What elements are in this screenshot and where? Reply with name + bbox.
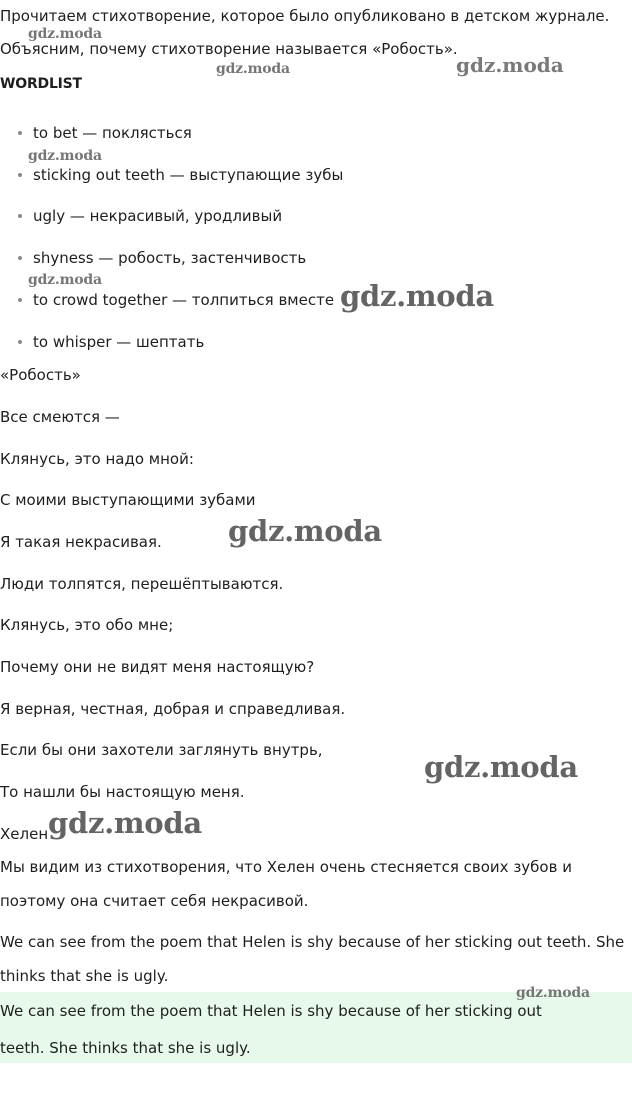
answer-highlight-block <box>0 992 632 1063</box>
poem-title: «Робость» <box>0 366 81 384</box>
watermark: gdz.moda <box>456 53 564 77</box>
watermark: gdz.moda <box>28 26 102 42</box>
bullet-icon <box>18 131 22 135</box>
poem-line: Люди толпятся, перешёптываются. <box>0 575 284 593</box>
wordlist-item-text: shyness — робость, застенчивость <box>33 249 307 267</box>
intro-line-2: Объясним, почему стихотворение называется «Робость». <box>0 40 458 58</box>
explanation-en-line-2: thinks that she is ugly. <box>0 967 169 985</box>
watermark: gdz.moda <box>228 514 382 548</box>
poem-line: С моими выступающими зубами <box>0 491 256 509</box>
poem-author: Хелен <box>0 825 49 843</box>
poem-line: Все смеются — <box>0 408 120 426</box>
intro-line-1: Прочитаем стихотворение, которое было опубликовано в детском журнале. <box>0 7 610 25</box>
poem-line: То нашли бы настоящую меня. <box>0 783 245 801</box>
watermark: gdz.moda <box>516 985 590 1001</box>
explanation-ru-line-2: поэтому она считает себя некрасивой. <box>0 892 309 910</box>
wordlist-item-text: ugly — некрасивый, уродливый <box>33 207 283 225</box>
watermark: gdz.moda <box>340 279 494 313</box>
bullet-icon <box>18 340 22 344</box>
wordlist-heading: WORDLIST <box>0 76 82 92</box>
bullet-icon <box>18 214 22 218</box>
answer-line-1: We can see from the poem that Helen is shy because of her sticking out <box>0 1002 542 1020</box>
poem-line: Я такая некрасивая. <box>0 533 162 551</box>
explanation-ru-line-1: Мы видим из стихотворения, что Хелен очень стесняется своих зубов и <box>0 858 572 876</box>
poem-line: Если бы они захотели заглянуть внутрь, <box>0 741 323 759</box>
answer-line-2: teeth. She thinks that she is ugly. <box>0 1039 251 1057</box>
bullet-icon <box>18 173 22 177</box>
watermark: gdz.moda <box>28 272 102 288</box>
watermark: gdz.moda <box>28 148 102 164</box>
watermark: gdz.moda <box>48 806 202 840</box>
wordlist-item-text: to crowd together — толпиться вместе <box>33 291 335 309</box>
poem-line: Клянусь, это надо мной: <box>0 450 194 468</box>
wordlist-item-text: sticking out teeth — выступающие зубы <box>33 166 344 184</box>
bullet-icon <box>18 256 22 260</box>
poem-line: Я верная, честная, добрая и справедливая. <box>0 700 346 718</box>
wordlist-item-text: to whisper — шептать <box>33 333 205 351</box>
wordlist-item-text: to bet — поклясться <box>33 124 192 142</box>
watermark: gdz.moda <box>216 61 290 77</box>
watermark: gdz.moda <box>424 750 578 784</box>
explanation-en-line-1: We can see from the poem that Helen is shy because of her sticking out teeth. She <box>0 933 625 951</box>
poem-line: Почему они не видят меня настоящую? <box>0 658 315 676</box>
poem-line: Клянусь, это обо мне; <box>0 616 174 634</box>
bullet-icon <box>18 298 22 302</box>
